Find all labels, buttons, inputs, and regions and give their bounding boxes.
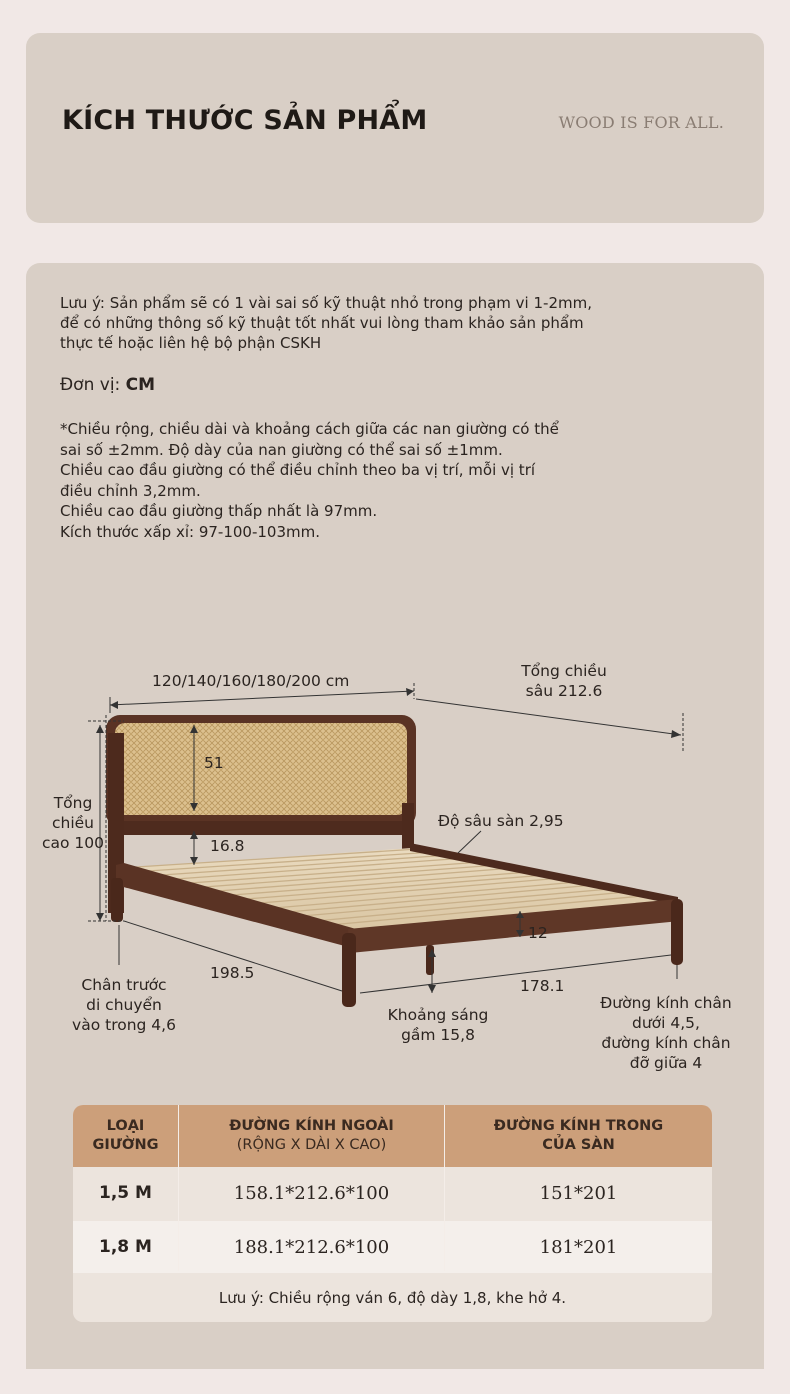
leg-front-right bbox=[671, 899, 683, 965]
leg-diameter-line: dưới 4,5, bbox=[632, 1014, 700, 1032]
total-depth-line: sâu 212.6 bbox=[525, 682, 603, 700]
leg-middle bbox=[426, 945, 434, 975]
front-leg-line: vào trong 4,6 bbox=[72, 1016, 176, 1034]
spec-line: điều chỉnh 3,2mm. bbox=[60, 481, 201, 500]
notice-line: để có những thông số kỹ thuật tốt nhất vui lòng tham khảo sản phẩm bbox=[60, 314, 584, 332]
total-depth-label bbox=[494, 661, 634, 701]
leg-front-corner bbox=[342, 933, 356, 1007]
header-outer-size bbox=[179, 1105, 444, 1167]
table-row bbox=[73, 1167, 712, 1219]
size-table bbox=[73, 1105, 712, 1322]
leg-diameter-line: đỡ giữa 4 bbox=[629, 1054, 703, 1072]
total-height-line: Tổng bbox=[53, 794, 93, 812]
clearance-line: Khoảng sáng bbox=[387, 1006, 489, 1024]
spec-line: Chiều cao đầu giường có thể điều chỉnh theo ba vị trí, mỗi vị trí bbox=[60, 461, 536, 479]
leg-diameter-line: đường kính chân bbox=[601, 1034, 731, 1052]
spec-line: sai số ±2mm. Độ dày của nan giường có thể sai số ±1mm. bbox=[60, 440, 503, 459]
header-line: CỦA SÀN bbox=[542, 1137, 615, 1153]
header-bed-type bbox=[73, 1105, 178, 1167]
spec-line: Kích thước xấp xỉ: 97-100-103mm. bbox=[60, 522, 321, 541]
length-right-label: 178.1 bbox=[520, 977, 565, 995]
main-card bbox=[26, 263, 764, 1369]
spec-line: *Chiều rộng, chiều dài và khoảng cách giữa các nan giường có thể bbox=[60, 420, 559, 438]
column-divider bbox=[444, 1105, 445, 1271]
header-line: LOẠI bbox=[106, 1118, 145, 1134]
table-note: Lưu ý: Chiều rộng ván 6, độ dày 1,8, khe hở 4. bbox=[73, 1273, 712, 1322]
bed-type-cell: 1,8 M bbox=[99, 1237, 152, 1257]
header-line: ĐƯỜNG KÍNH TRONG bbox=[493, 1118, 664, 1134]
header-card bbox=[26, 33, 764, 223]
slat-gap-label: 16.8 bbox=[210, 837, 245, 855]
clearance-line: gầm 15,8 bbox=[401, 1026, 475, 1044]
bed-type-cell: 1,5 M bbox=[99, 1183, 152, 1203]
front-leg-line: di chuyển bbox=[86, 996, 162, 1014]
table-row bbox=[73, 1221, 712, 1273]
leg-diameter-label bbox=[586, 993, 746, 1073]
page-title: KÍCH THƯỚC SẢN PHẨM bbox=[62, 105, 428, 136]
leg-front-left bbox=[111, 878, 123, 922]
bed-dimension-diagram bbox=[26, 653, 764, 1083]
spec-notes bbox=[60, 419, 720, 542]
header-line: ĐƯỜNG KÍNH NGOÀI bbox=[229, 1118, 394, 1134]
headboard-height-label: 51 bbox=[204, 754, 224, 772]
total-height-label bbox=[26, 793, 120, 853]
header-line: GIƯỜNG bbox=[92, 1137, 159, 1153]
clearance-label bbox=[368, 1005, 508, 1045]
notice-line: thực tế hoặc liên hệ bộ phận CSKH bbox=[60, 334, 322, 352]
header-inner-size bbox=[445, 1105, 712, 1167]
outer-size-cell: 188.1*212.6*100 bbox=[233, 1236, 390, 1258]
spec-line: Chiều cao đầu giường thấp nhất là 97mm. bbox=[60, 502, 378, 520]
column-divider bbox=[178, 1105, 179, 1271]
leg-diameter-line: Đường kính chân bbox=[600, 994, 732, 1012]
unit-label: Đơn vị: bbox=[60, 375, 126, 395]
total-depth-line: Tổng chiều bbox=[521, 662, 607, 680]
header-line: (RỘNG X DÀI X CAO) bbox=[236, 1137, 387, 1153]
table-header bbox=[73, 1105, 712, 1167]
unit-value: CM bbox=[125, 375, 156, 395]
total-height-line: cao 100 bbox=[41, 834, 104, 852]
inner-size-cell: 181*201 bbox=[539, 1236, 618, 1258]
front-leg-label bbox=[56, 975, 192, 1035]
width-label: 120/140/160/180/200 cm bbox=[152, 672, 350, 690]
inner-size-cell: 151*201 bbox=[539, 1182, 618, 1204]
unit-line bbox=[60, 375, 155, 395]
front-leg-line: Chân trước bbox=[81, 976, 167, 994]
tolerance-notice bbox=[60, 293, 720, 353]
headboard-rattan bbox=[115, 723, 407, 815]
rail-height-label: 12 bbox=[528, 924, 548, 942]
notice-line: Lưu ý: Sản phẩm sẽ có 1 vài sai số kỹ thuật nhỏ trong phạm vi 1-2mm, bbox=[60, 294, 592, 312]
outer-size-cell: 158.1*212.6*100 bbox=[233, 1182, 390, 1204]
total-height-line: chiều bbox=[51, 814, 94, 832]
floor-depth-label: Độ sâu sàn 2,95 bbox=[438, 812, 564, 830]
brand-tagline: WOOD IS FOR ALL. bbox=[558, 113, 724, 132]
length-left-label: 198.5 bbox=[210, 964, 255, 982]
